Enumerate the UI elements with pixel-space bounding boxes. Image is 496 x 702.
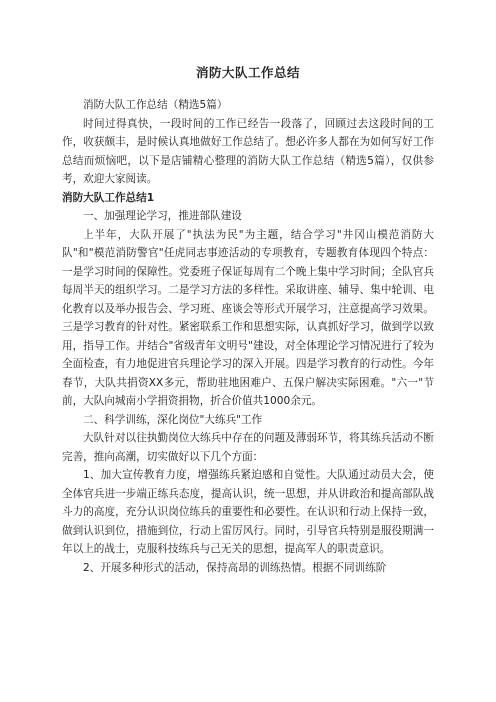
document-body (62, 96, 434, 577)
document-page (62, 64, 434, 577)
document-title: 消防大队工作总结 (195, 65, 300, 80)
paragraph: 时间过得真快，一段时间的工作已经告一段落了，回顾过去这段时间的工作，收获颇丰，是时候认真地做好工作总结了。想必许多人都在为如何写好工作总结而烦恼吧，以下是店铺精心整理的消防大队工作总结（精选5篇），仅供参考，欢迎大家阅读。 (62, 117, 434, 185)
paragraph: 2、开展多种形式的活动，保持高昂的训练热情。根据不同训练阶 (83, 561, 387, 574)
paragraph: 上半年，大队开展了"执法为民"为主题，结合学习"井冈山模范消防大队"和"模范消防警官"任虎同志事迹活动的专项教育，专题教育体现四个特点：一是学习时间的保障性。党委班子保证每周有二个晚上集中学习时间；全队官兵每周半天的组织学习。二是学习方法的多样性。采取讲座、辅导、集中轮训、电化教育以及举办报告会、学习班、座谈会等形式开展学习，注意提高学习效果。三是学习教育的针对性。紧密联系工作和思想实际，认真抓好学习，做到学以致用，指导工作。并结合"省级青年文明号"建设，对全体理论学习情况进行了较为全面检查，有力地促进官兵理论学习的深入开展。四是学习教育的行动性。今年春节，大队共捐资XX多元，帮助驻地困难户、五保户解决实际困难。"六一"节前，大队向城南小学捐资捐物，折合价值共1000余元。 (62, 228, 434, 407)
paragraph: 二、科学训练，深化岗位"大练兵"工作 (83, 413, 263, 426)
paragraph: 一、加强理论学习，推进部队建设 (83, 210, 242, 222)
section-heading: 消防大队工作总结1 (62, 191, 155, 204)
paragraph: 1、加大宣传教育力度，增强练兵紧迫感和自觉性。大队通过动员大会，使全体官兵进一步端正练兵态度，提高认识，统一思想，并从讲政治和提高部队战斗力的高度，充分认识岗位练兵的重要性和必要性。在认识和行动上保持一致，做到认识到位，措施到位，行动上雷厉风行。同时，引导官兵特别是服役期满一年以上的战士，克服科技练兵与己无关的思想，提高军人的职责意识。 (62, 469, 434, 555)
paragraph: 大队针对以往执勤岗位大练兵中存在的问题及薄弱环节，将其练兵活动不断完善，推向高潮，切实做好以下几个方面： (62, 432, 434, 463)
paragraph: 消防大队工作总结（精选5篇） (83, 99, 228, 111)
